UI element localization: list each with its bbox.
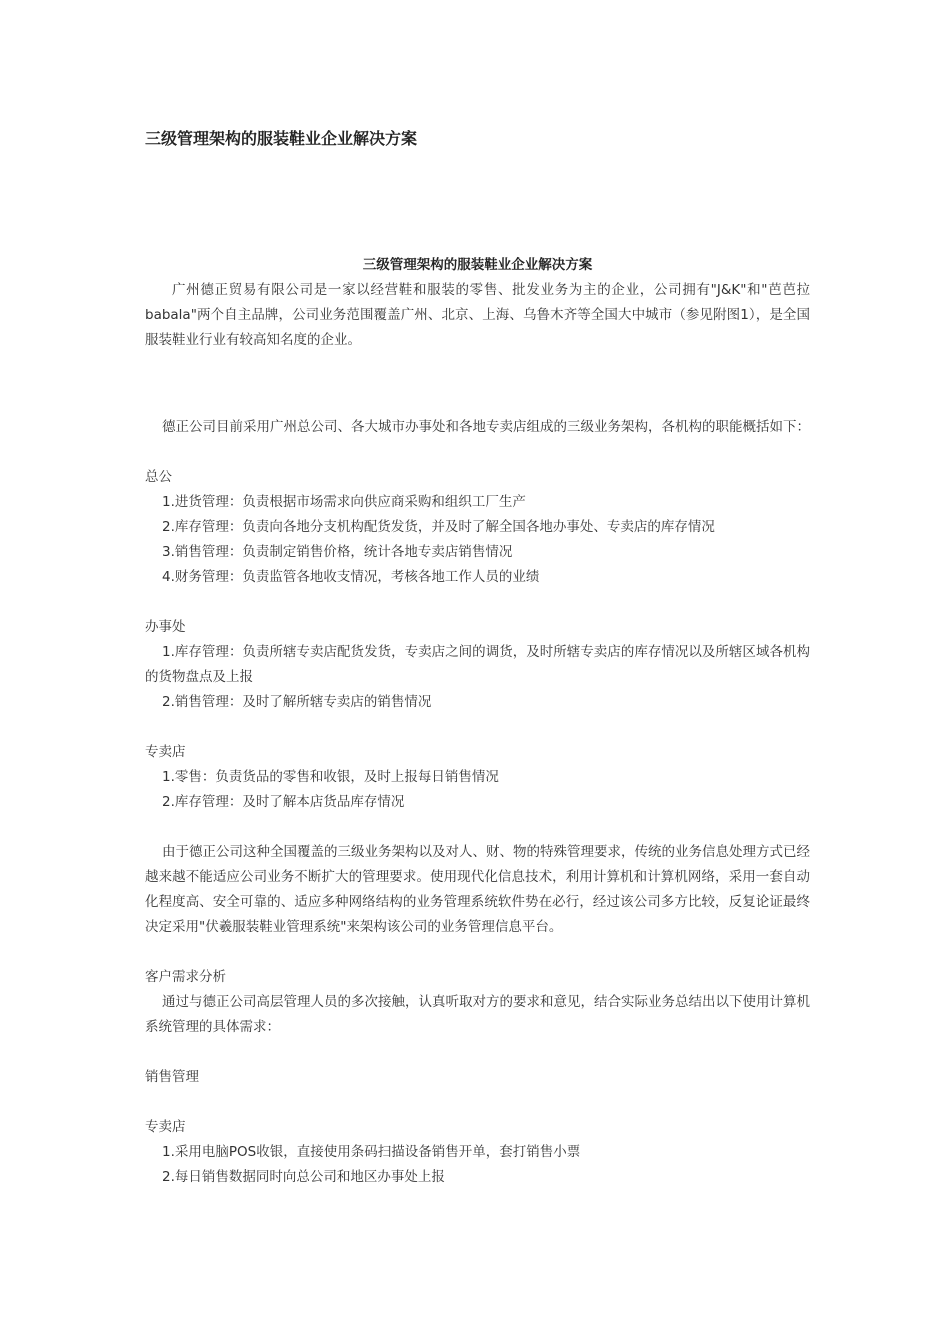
intro-paragraph: 广州德正贸易有限公司是一家以经营鞋和服装的零售、批发业务为主的企业，公司拥有"J&K"和"芭芭拉babala"两个自主品牌，公司业务范围覆盖广州、北京、上海、乌鲁木齐等全国大中城市（参见附图1），是全国服装鞋业行业有较高知名度的企业。 <box>145 282 810 348</box>
document-body <box>145 253 810 1190</box>
store-item: 1.零售：负责货品的零售和收银，及时上报每日销售情况 <box>162 769 499 785</box>
headquarters-item: 1.进货管理：负责根据市场需求向供应商采购和组织工厂生产 <box>162 494 526 510</box>
store-sales-item: 1.采用电脑POS收银，直接使用条码扫描设备销售开单，套打销售小票 <box>162 1144 581 1160</box>
spacer <box>145 940 810 965</box>
spacer <box>145 715 810 740</box>
conclusion-paragraph: 由于德正公司这种全国覆盖的三级业务架构以及对人、财、物的特殊管理要求，传统的业务信息处理方式已经越来越不能适应公司业务不断扩大的管理要求。使用现代化信息技术，利用计算机和计算机网络，采用一套自动化程度高、安全可靠的、适应多种网络结构的业务管理系统软件势在必行，经过该公司多方比较，反复论证最终决定采用"伏羲服装鞋业管理系统"来架构该公司的业务管理信息平台。 <box>145 844 810 935</box>
sales-management-heading: 销售管理 <box>145 1069 199 1085</box>
spacer <box>145 1040 810 1065</box>
structure-intro-paragraph: 德正公司目前采用广州总公司、各大城市办事处和各地专卖店组成的三级业务架构，各机构的职能概括如下： <box>162 419 810 435</box>
headquarters-item: 4.财务管理：负责监管各地收支情况，考核各地工作人员的业绩 <box>162 569 540 585</box>
store-sales-item: 2.每日销售数据同时向总公司和地区办事处上报 <box>162 1169 445 1185</box>
office-item: 2.销售管理：及时了解所辖专卖店的销售情况 <box>162 694 432 710</box>
store-item: 2.库存管理：及时了解本店货品库存情况 <box>162 794 405 810</box>
headquarters-item: 3.销售管理：负责制定销售价格，统计各地专卖店销售情况 <box>162 544 513 560</box>
document-header-title: 三级管理架构的服装鞋业企业解决方案 <box>145 129 418 148</box>
article-title: 三级管理架构的服装鞋业企业解决方案 <box>362 257 593 273</box>
office-item: 1.库存管理：负责所辖专卖店配货发货，专卖店之间的调货，及时所辖专卖店的库存情况以及所辖区域各机构的货物盘点及上报 <box>145 644 810 685</box>
office-heading: 办事处 <box>145 619 186 635</box>
spacer <box>145 353 810 415</box>
headquarters-item: 2.库存管理：负责向各地分支机构配货发货，并及时了解全国各地办事处、专卖店的库存情况 <box>162 519 715 535</box>
spacer <box>145 440 810 465</box>
needs-heading: 客户需求分析 <box>145 969 226 985</box>
store-heading: 专卖店 <box>145 744 186 760</box>
needs-paragraph: 通过与德正公司高层管理人员的多次接触，认真听取对方的要求和意见，结合实际业务总结出以下使用计算机系统管理的具体需求： <box>145 994 810 1035</box>
spacer <box>145 1090 810 1115</box>
store-sales-heading: 专卖店 <box>145 1119 186 1135</box>
spacer <box>145 815 810 840</box>
headquarters-heading: 总公 <box>145 469 172 485</box>
spacer <box>145 590 810 615</box>
